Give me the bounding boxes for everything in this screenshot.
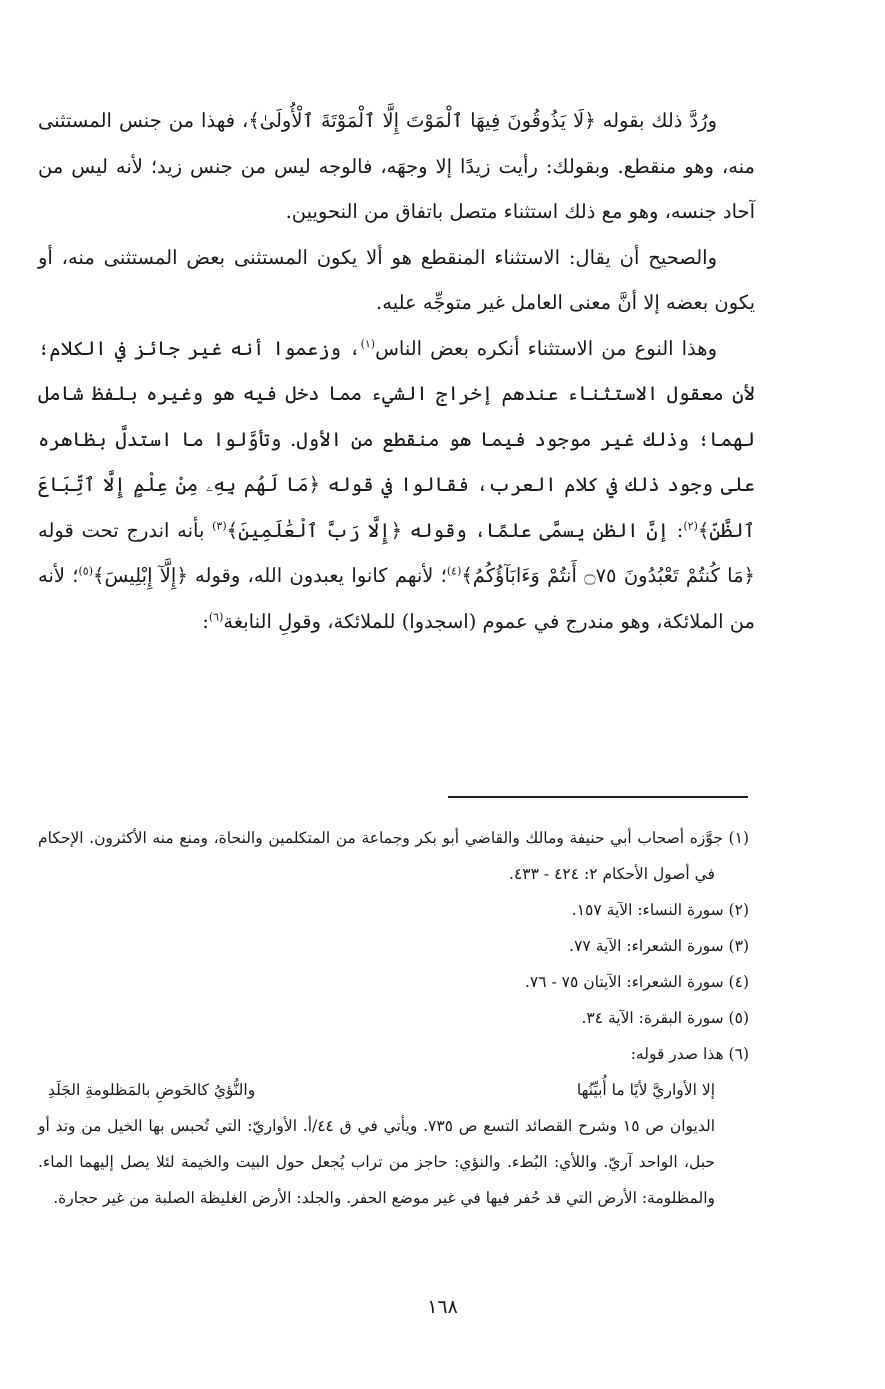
footnote-ref-3[interactable]: (٣) — [212, 519, 227, 532]
paragraph-3 — [38, 326, 755, 645]
paragraph-3-part-4: بأنه اندرج تحت قوله ﴿مَا كُنتُمْ تَعْبُدُونَ ۝٧٥ أَنتُمْ وَءَابَآؤُكُمُ﴾ — [38, 518, 755, 587]
footnote-ref-4[interactable]: (٤) — [446, 564, 462, 578]
footnote-6: (٦) هذا صدر قوله: — [630, 1045, 749, 1063]
footnote-4: (٤) سورة الشعراء: الآيتان ٧٥ - ٧٦. — [524, 973, 749, 991]
main-text — [38, 98, 755, 644]
footnote-1: (١) جوَّزه أصحاب أبي حنيفة ومالك والقاضي أبو بكر وجماعة من المتكلمين والنحاة، ومنع منه الأكثرون. الإحكام في أصول الأحكام ٢: ٤٢٤ - ٤٣٣. — [38, 829, 749, 883]
verse-second-hemistich: والنُّؤيُ كالحَوضِ بالمَظلومةِ الجَلَدِ — [48, 1081, 256, 1099]
footnote-5: (٥) سورة البقرة: الآية ٣٤. — [581, 1009, 749, 1027]
footnote-ref-2[interactable]: (٢) — [683, 519, 698, 532]
footnote-2: (٢) سورة النساء: الآية ١٥٧. — [571, 901, 749, 919]
footnote-ref-5[interactable]: (٥) — [78, 564, 94, 578]
page-number: ١٦٨ — [427, 1296, 458, 1318]
footnote-3: (٣) سورة الشعراء: الآية ٧٧. — [569, 937, 749, 955]
footnote-ref-6[interactable]: (٦) — [208, 610, 224, 623]
poetry-verse — [38, 1072, 749, 1108]
paragraph-1: ورُدَّ ذلك بقوله ﴿لَا يَذُوقُونَ فِيهَا ٱلْمَوْتَ إِلَّا ٱلْمَوْتَةَ ٱلْأُولَىٰ﴾، فهذا من جنس المستثنى منه، وهو منقطع. وبقولك: رأيت زيدًا إلا وجهَه، فالوجه ليس من جنس زيد؛ لأنه ليس من آحاد جنسه، وهو مع ذلك استثناء متصل باتفاق من النحويين. — [38, 109, 755, 223]
paragraph-3-part-6: ؛ لأنه من الملائكة، وهو مندرج في عموم (اسجدوا) للملائكة، وقولِ النابغة — [38, 564, 755, 633]
footnote-6-commentary: الديوان ص ١٥ وشرح القصائد التسع ص ٧٣٥. ويأتي في ق ٤٤/أ. الأواريّ: التي تُحبس بها الخيل من وتد أو حبل، الواحد آريّ. واللأي: البُطء. والنؤي: حاجز من تراب يُجعل حول البيت والخيمة لئلا يصل إليهما الماء. والمظلومة: الأرض التي قد حُفر فيها في غير موضع الحفر. والجلد: الأرض الغليظة الصلبة من غير حجارة. — [38, 1117, 715, 1207]
paragraph-3-part-1: وهذا النوع من الاستثناء أنكره بعض الناس — [375, 336, 717, 360]
paragraph-2: والصحيح أن يقال: الاستثناء المنقطع هو ألا يكون المستثنى بعض المستثنى منه، أو يكون بعضه إلا أنَّ معنى العامل غير متوجِّه عليه. — [38, 245, 755, 314]
paragraph-3-part-5: ؛ لأنهم كانوا يعبدون الله، وقوله ﴿إِلَّآ إِبْلِيسَ﴾ — [93, 564, 447, 587]
paragraph-3-part-3: : إنَّ الظن يسمَّى علمًا، وقوله ﴿إِلَّا رَبَّ ٱلْعَٰلَمِينَ﴾ — [226, 518, 684, 542]
verse-first-hemistich: إلا الأواريَّ لأيًا ما أُبيِّنُها — [576, 1081, 715, 1099]
footnote-ref-1[interactable]: (١) — [360, 337, 376, 350]
paragraph-3-part-7: : — [202, 609, 209, 633]
paragraph-3-part-2: ، وزعموا أنه غير جائز في الكلام؛ لأن معقول الاستثناء عندهم إخراج الشيء مما دخل فيه هو وغيره بلفظ شامل لهما؛ وذلك غير موجود فيما هو منقطع من الأول. وتأوَّلوا ما استدلَّ بظاهره على وجود ذلك في كلام العرب، فقالوا في قوله ﴿مَا لَهُم بِهِۦ مِنْ عِلْمٍ إِلَّا ٱتِّبَاعَ ٱلظَّنِّ﴾ — [38, 336, 755, 542]
footnotes — [38, 820, 749, 1216]
footnote-divider — [448, 796, 748, 798]
